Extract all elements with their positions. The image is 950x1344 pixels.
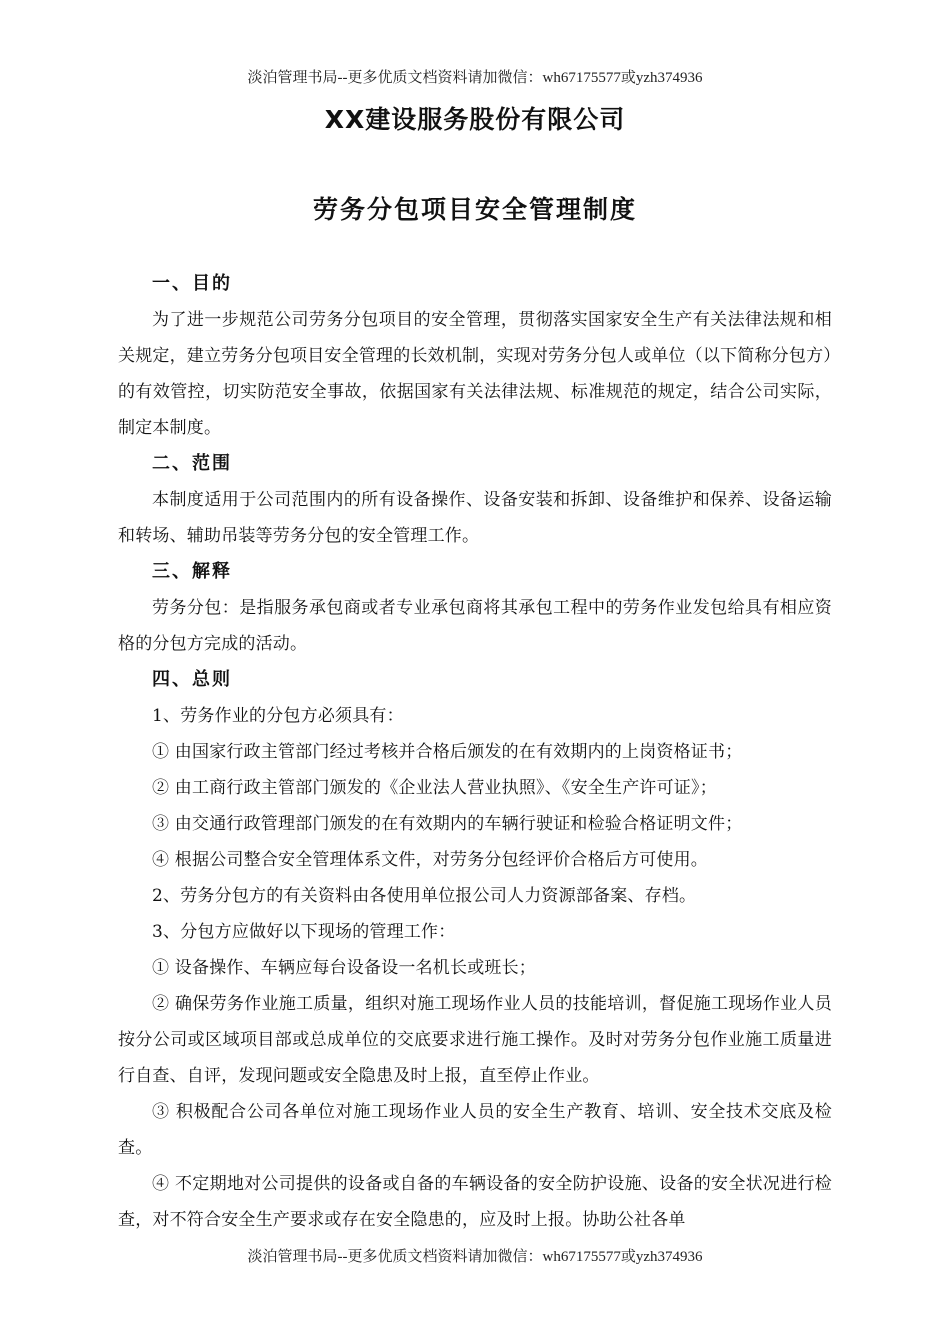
- company-name: XX建设服务股份有限公司: [324, 105, 626, 134]
- list-item: ③ 由交通行政管理部门颁发的在有效期内的车辆行驶证和检验合格证明文件；: [152, 814, 743, 834]
- list-item: ④ 不定期地对公司提供的设备或自备的车辆设备的安全防护设施、设备的安全状况进行检查，对不符合安全生产要求或存在安全隐患的，应及时上报。协助公社各单: [118, 1174, 832, 1230]
- list-item: ③ 积极配合公司各单位对施工现场作业人员的安全生产教育、培训、安全技术交底及检查。: [118, 1102, 832, 1158]
- section-heading-general: 四、总则: [152, 669, 232, 690]
- list-item: ① 由国家行政主管部门经过考核并合格后颁发的在有效期内的上岗资格证书；: [152, 742, 743, 762]
- section-heading-scope: 二、范围: [152, 453, 232, 474]
- section-heading-purpose: 一、目的: [152, 273, 232, 294]
- paragraph: 劳务分包：是指服务承包商或者专业承包商将其承包工程中的劳务作业发包给具有相应资格的分包方完成的活动。: [118, 598, 832, 654]
- list-item: 3、分包方应做好以下现场的管理工作：: [152, 922, 456, 942]
- section-heading-definitions: 三、解释: [152, 561, 232, 582]
- list-item: ② 确保劳务作业施工质量，组织对施工现场作业人员的技能培训，督促施工现场作业人员按分公司或区域项目部或总成单位的交底要求进行施工操作。及时对劳务分包作业施工质量进行自查、自评，发现问题或安全隐患及时上报，直至停止作业。: [118, 994, 832, 1086]
- list-item: 1、劳务作业的分包方必须具有：: [152, 706, 404, 726]
- list-item: ① 设备操作、车辆应每台设备设一名机长或班长；: [152, 958, 537, 978]
- document-title: 劳务分包项目安全管理制度: [312, 195, 637, 224]
- document-body: [118, 266, 832, 1238]
- list-item: ② 由工商行政主管部门颁发的《企业法人营业执照》、《安全生产许可证》；: [152, 778, 717, 798]
- page-footer-watermark: 淡泊管理书局--更多优质文档资料请加微信：wh67175577或yzh374936: [247, 1249, 703, 1265]
- list-item: ④ 根据公司整合安全管理体系文件，对劳务分包经评价合格后方可使用。: [152, 850, 709, 870]
- list-item: 2、劳务分包方的有关资料由各使用单位报公司人力资源部备案、存档。: [152, 886, 697, 906]
- paragraph: 本制度适用于公司范围内的所有设备操作、设备安装和拆卸、设备维护和保养、设备运输和转场、辅助吊装等劳务分包的安全管理工作。: [118, 490, 832, 546]
- page-header-watermark: 淡泊管理书局--更多优质文档资料请加微信：wh67175577或yzh374936: [247, 70, 703, 86]
- paragraph: 为了进一步规范公司劳务分包项目的安全管理，贯彻落实国家安全生产有关法律法规和相关规定，建立劳务分包项目安全管理的长效机制，实现对劳务分包人或单位（以下简称分包方）的有效管控，切实防范安全事故，依据国家有关法律法规、标准规范的规定，结合公司实际，制定本制度。: [118, 310, 832, 438]
